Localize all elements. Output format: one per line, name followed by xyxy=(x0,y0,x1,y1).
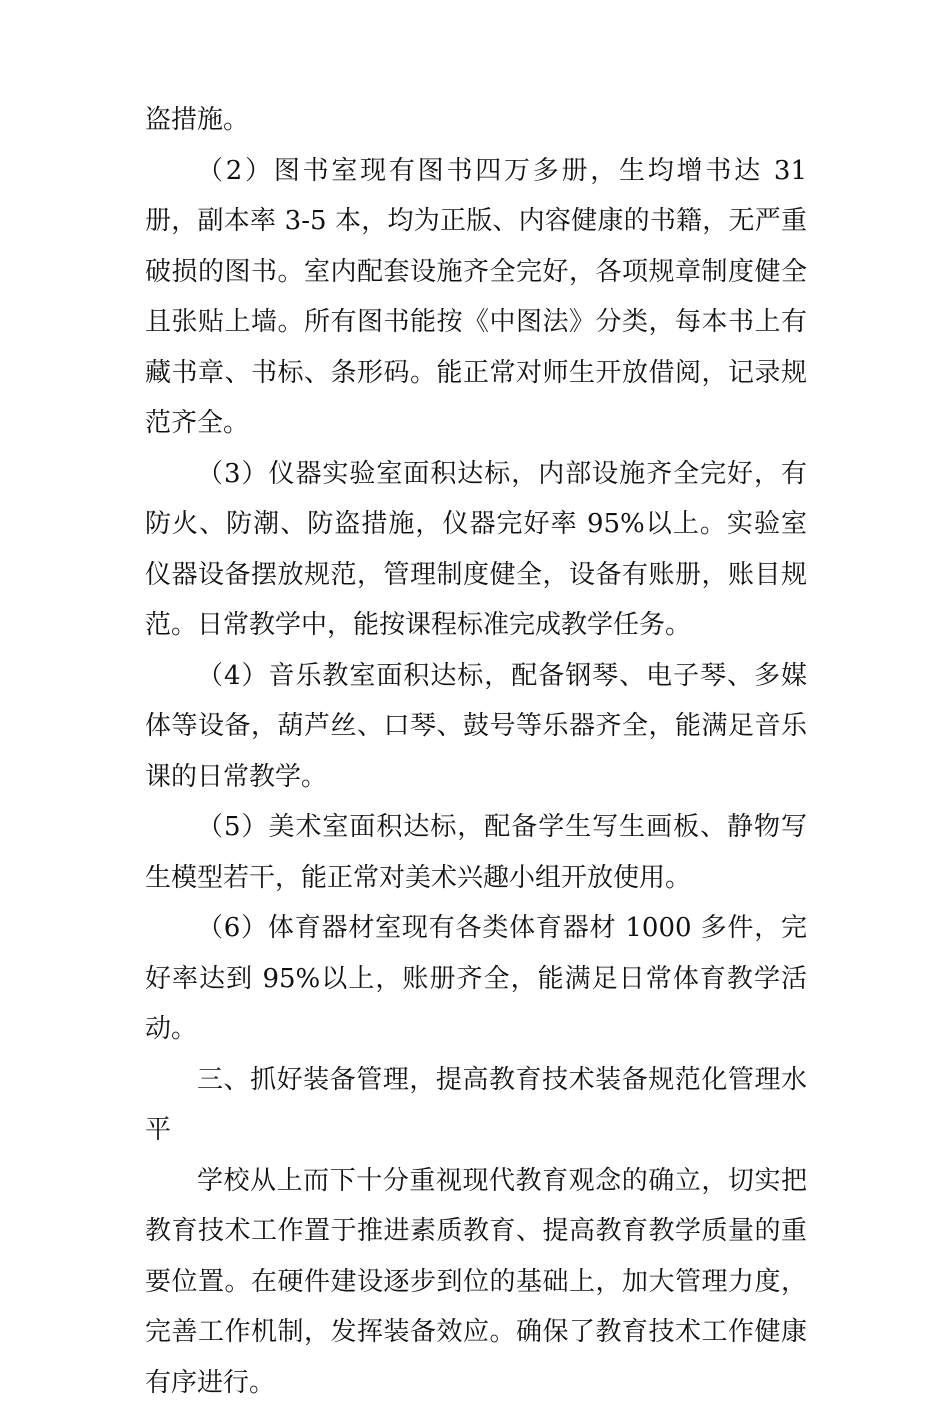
paragraph-management: 学校从上而下十分重视现代教育观念的确立，切实把教育技术工作置于推进素质教育、提高教育教学质量的重要位置。在硬件建设逐步到位的基础上，加大管理力度，完善工作机制，发挥装备效应。确保了教育技术工作健康有序进行。 xyxy=(145,1156,807,1408)
paragraph-music-room: （4）音乐教室面积达标，配备钢琴、电子琴、多媒体等设备，葫芦丝、口琴、鼓号等乐器齐全，能满足音乐课的日常教学。 xyxy=(145,651,807,803)
document-body xyxy=(145,95,807,1408)
section-heading: 三、抓好装备管理，提高教育技术装备规范化管理水平 xyxy=(145,1055,807,1156)
paragraph-continuation: 盗措施。 xyxy=(145,95,807,146)
paragraph-art-room: （5）美术室面积达标，配备学生写生画板、静物写生模型若干，能正常对美术兴趣小组开放使用。 xyxy=(145,802,807,903)
paragraph-library: （2）图书室现有图书四万多册，生均增书达 31 册，副本率 3-5 本，均为正版、内容健康的书籍，无严重破损的图书。室内配套设施齐全完好，各项规章制度健全且张贴上墙。所有图书能按《中图法》分类，每本书上有藏书章、书标、条形码。能正常对师生开放借阅，记录规范齐全。 xyxy=(145,146,807,449)
paragraph-sports-room: （6）体育器材室现有各类体育器材 1000 多件，完好率达到 95%以上，账册齐全，能满足日常体育教学活动。 xyxy=(145,903,807,1055)
paragraph-lab: （3）仪器实验室面积达标，内部设施齐全完好，有防火、防潮、防盗措施，仪器完好率 95%以上。实验室仪器设备摆放规范，管理制度健全，设备有账册，账目规范。日常教学中，能按课程标准完成教学任务。 xyxy=(145,449,807,651)
